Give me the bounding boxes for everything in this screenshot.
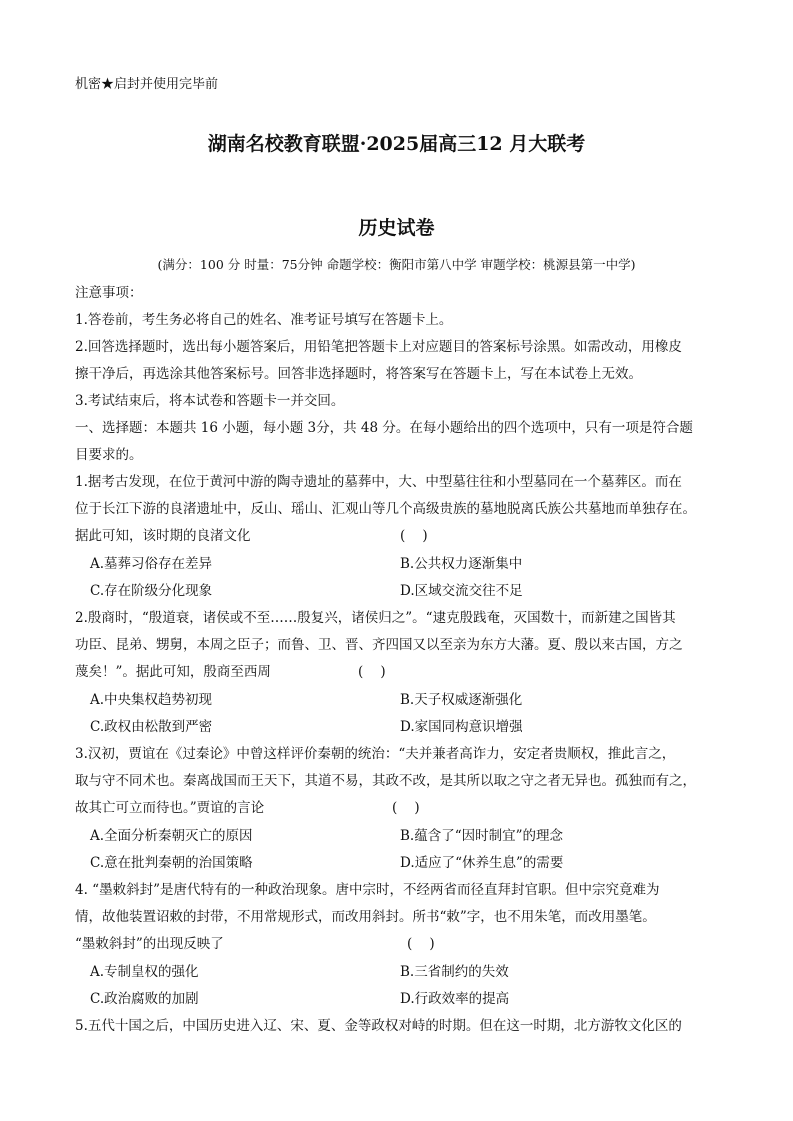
question-1-line-1: 1.据考古发现，在位于黄河中游的陶寺遗址的墓葬中，大、中型墓往往和小型墓同在一个墓葬区。而在 <box>75 474 682 490</box>
question-4-option-d: D.行政效率的提高 <box>400 991 510 1007</box>
question-3-line-1: 3.汉初，贾谊在《过秦论》中曾这样评价秦朝的统治：“夫并兼者高诈力，安定者贵顺权，推此言之， <box>75 746 676 762</box>
section-instructions-line-2: 目要求的。 <box>75 447 143 463</box>
question-5-line-1: 5.五代十国之后，中国历史进入辽、宋、夏、金等政权对峙的时期。但在这一时期，北方游牧文化区的 <box>75 1018 682 1034</box>
question-3-answer-blank: ( ) <box>392 800 420 816</box>
notice-item-2-line-2: 擦干净后，再选涂其他答案标号。回答非选择题时，将答案写在答题卡上，写在本试卷上无效。 <box>75 366 642 382</box>
subject-title: 历史试卷 <box>358 217 435 239</box>
question-1-line-3: 据此可知，该时期的良渚文化 <box>75 528 251 544</box>
question-2-answer-blank: ( ) <box>358 664 386 680</box>
question-2-option-a: A.中央集权趋势初现 <box>90 692 213 708</box>
confidential-note: 机密★启封并使用完毕前 <box>75 77 219 92</box>
question-1-option-c: C.存在阶级分化现象 <box>90 583 213 599</box>
question-4-answer-blank: ( ) <box>407 936 435 952</box>
question-2-option-d: D.家国同构意识增强 <box>400 719 523 735</box>
exam-info: (满分：100 分 时量：75分钟 命题学校：衡阳市第八中学 审题学校：桃源县第一中学) <box>157 257 636 272</box>
question-3-option-a: A.全面分析秦朝灭亡的原因 <box>90 828 253 844</box>
question-1-option-b: B.公共权力逐渐集中 <box>400 556 523 572</box>
question-2-option-b: B.天子权威逐渐强化 <box>400 692 523 708</box>
exam-title: 湖南名校教育联盟·2025届高三12 月大联考 <box>207 133 586 155</box>
question-4-option-a: A.专制皇权的强化 <box>90 964 199 980</box>
section-instructions-line-1: 一、选择题：本题共 16 小题，每小题 3分，共 48 分。在每小题给出的四个选项中，只有一项是符合题 <box>75 420 693 436</box>
question-3-option-b: B.蕴含了“因时制宜”的理念 <box>400 828 564 844</box>
notice-item-2-line-1: 2.回答选择题时，选出每小题答案后，用铅笔把答题卡上对应题目的答案标号涂黑。如需改动，用橡皮 <box>75 339 682 355</box>
notice-item-3: 3.考试结束后，将本试卷和答题卡一并交回。 <box>75 393 345 409</box>
question-2-option-c: C.政权由松散到严密 <box>90 719 213 735</box>
question-2-line-1: 2.殷商时，“殷道衰，诸侯或不至……殷复兴，诸侯归之”。“逮克殷践奄，灭国数十，而新建之国皆其 <box>75 610 676 626</box>
question-1-line-2: 位于长江下游的良渚遗址中，反山、瑶山、汇观山等几个高级贵族的墓地脱离氏族公共墓地而单独存在。 <box>75 501 696 517</box>
notice-item-1: 1.答卷前，考生务必将自己的姓名、准考证号填写在答题卡上。 <box>75 312 453 328</box>
question-4-option-b: B.三省制约的失效 <box>400 964 509 980</box>
question-2-line-2: 功臣、昆弟、甥舅，本周之臣子；而鲁、卫、晋、齐四国又以至亲为东方大藩。夏、殷以来古国，方之 <box>75 637 683 653</box>
question-3-option-c: C.意在批判秦朝的治国策略 <box>90 855 253 871</box>
question-4-line-1: 4. “墨敕斜封”是唐代特有的一种政治现象。唐中宗时，不经两省而径直拜封官职。但中宗究竟难为 <box>75 882 660 898</box>
notice-heading: 注意事项： <box>75 285 143 301</box>
question-4-option-c: C.政治腐败的加剧 <box>90 991 199 1007</box>
question-1-option-a: A.墓葬习俗存在差异 <box>90 556 213 572</box>
question-4-line-3: “墨敕斜封”的出现反映了 <box>75 936 224 952</box>
question-2-line-3: 蔑矣！”。据此可知，殷商至西周 <box>75 664 271 680</box>
question-4-line-2: 情，故他装置诏敕的封带，不用常规形式，而改用斜封。所书“敕”字，也不用朱笔，而改用墨笔。 <box>75 909 656 925</box>
question-3-line-2: 取与守不同术也。秦离战国而王天下，其道不易，其政不改，是其所以取之守之者无异也。孤独而有之， <box>75 773 696 789</box>
question-1-option-d: D.区域交流交往不足 <box>400 583 523 599</box>
question-3-line-3: 故其亡可立而待也。”贾谊的言论 <box>75 800 265 816</box>
question-1-answer-blank: ( ) <box>400 528 428 544</box>
question-3-option-d: D.适应了“休养生息”的需要 <box>400 855 564 871</box>
